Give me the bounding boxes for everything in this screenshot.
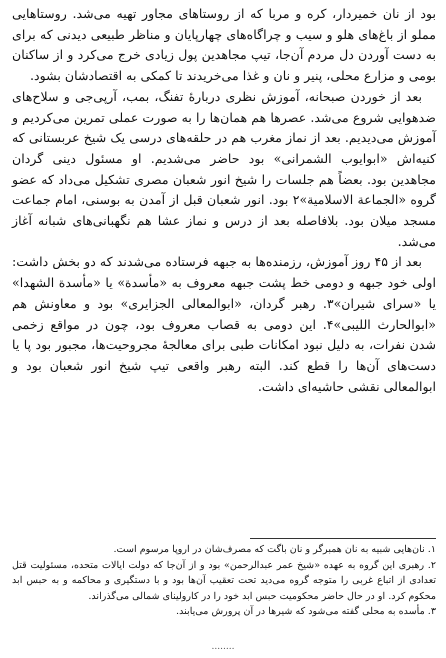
paragraph-3: بعد از ۴۵ روز آموزش، رزمنده‌ها به جبهه فرستاده می‌شدند که دو بخش داشت: اولی خود جبهه و دومی خط پشت جبهه معروف به «مأسدة» یا «مأسدة الشهدا» یا «سرای شیران»۳. رهبر گردان، «ابوالمعالی الجزایری» بود و معاونش هم «ابوالحارث اللیبی»۴. این دومی به قصاب معروف بود، چون در مواقع زخمی شدن نفرات، به دلیل نبود امکانات طبی برای معالجهٔ مجروحیت‌ها، مجبور بود پا یا دست‌های آن‌ها را قطع کند. البته رهبر واقعی تیپ شیخ انور شعبان بود و ابوالمعالی نقشی حاشیه‌ای داشت.: [12, 254, 436, 394]
page-number-mark: ........: [211, 642, 235, 652]
footnotes: [12, 542, 436, 620]
paragraph-2: بعد از خوردن صبحانه، آموزش نظری دربارهٔ تفنگ، بمب، آرپی‌جی و سلاح‌های ضدهوایی شروع می‌شد. عصرها هم همان‌ها را به صورت عملی تمرین می‌کردیم و آموزش می‌دیدیم. بعد از نماز مغرب هم در حلقه‌های درسی یک شیخ عربستانی که کنیه‌اش «ابوایوب الشمرانی» بود حاضر می‌شدیم. او مسئول دینی گردان مجاهدین بود. بعضاً هم جلسات را شیخ انور شعبان مصری تشکیل می‌داد که عضو گروه «الجماعة الاسلامیة»۲ بود. انور شعبان قبل از آمدن به بوسنی، امام جماعت مسجد میلان بود. بلافاصله بعد از درس و نماز عشا هم نگهبانی‌های شبانه آغاز می‌شد.: [12, 88, 436, 249]
footnote-2: ۲. رهبری این گروه به عهده «شیخ عمر عبدالرحمن» بود و از آن‌جا که دولت ایالات متحده، مسئولیت قتل تعدادی از اتباع غربی را متوجه گروه می‌دید تحت تعقیب آن‌ها بود و با دستگیری و محاکمه و به حبس ابد محکوم کرد. او در حال حاضر محکومیت حبس ابد خود را در کارولینای شمالی می‌گذراند.: [12, 559, 436, 602]
footnote-1: ۱. نان‌هایی شبیه به نان همبرگر و نان باگت که مصرف‌شان در اروپا مرسوم است.: [113, 544, 436, 555]
footnote-3: ۳. مأسده به محلی گفته می‌شود که شیرها در آن پرورش می‌یابند.: [176, 606, 436, 618]
paragraph-1: بود از نان خمیردار، کره و مربا که از روستاهای مجاور تهیه می‌شد. روستاهایی مملو از باغ‌های هلو و سیب و چراگاه‌های چهارپایان و مناظر طبیعی دیدنی که برای به دست آوردن دل مردم آن‌جا، تیپ مجاهدین پول زیادی خرج می‌کرد و از ساکنان بومی و مزارع محلی، پنیر و نان و غذا می‌خریدند تا کمکی به اقتصادشان بشود.: [12, 6, 436, 84]
footnote-divider: [250, 538, 436, 539]
main-text: [12, 4, 436, 397]
